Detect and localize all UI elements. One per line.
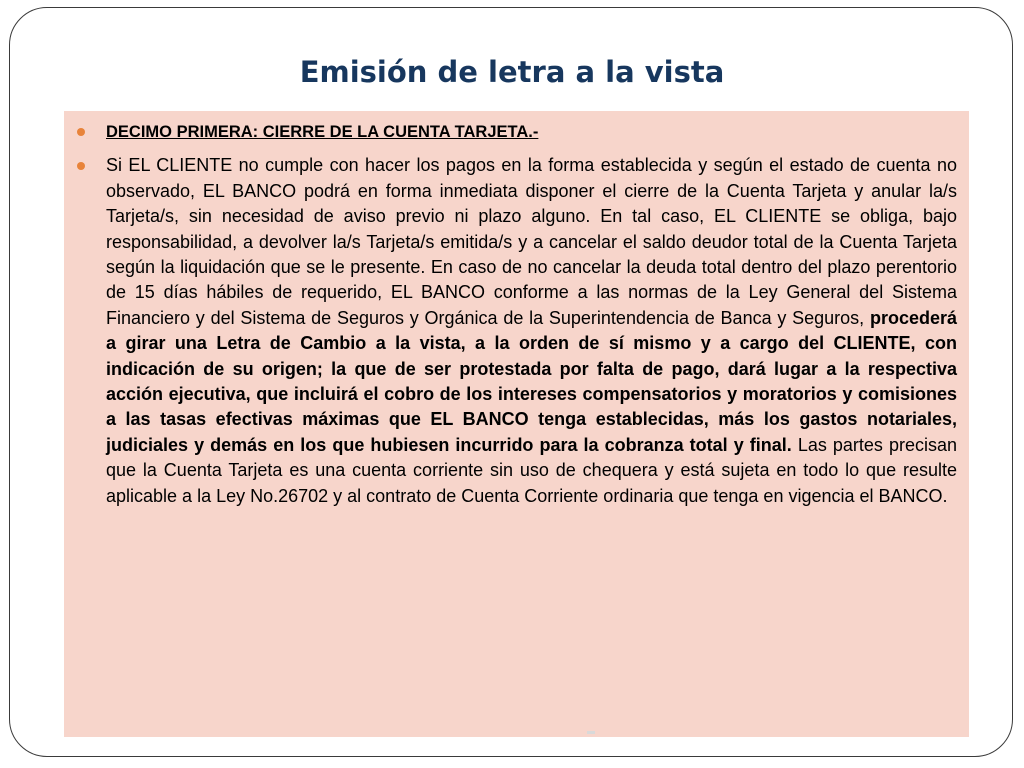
bullet-list <box>64 119 969 509</box>
footer-mark <box>587 731 595 734</box>
bullet-dot-icon <box>77 128 85 136</box>
body-text-part-1: Si EL CLIENTE no cumple con hacer los pagos en la forma establecida y según el estado de cuenta no observado, EL BANCO podrá en forma inmediata disponer el cierre de la Cuenta Tarjeta y anular la/s Tarjeta/s, sin necesidad de aviso previo ni plazo alguno. En tal caso, EL CLIENTE se obliga, bajo responsabilidad, a devolver la/s Tarjeta/s emitida/s y a cancelar el saldo deudor total de la Cuenta Tarjeta según la liquidación que se le presente. En caso de no cancelar la deuda total dentro del plazo perentorio de 15 días hábiles de requerido, EL BANCO conforme a las normas de la Ley General del Sistema Financiero y del Sistema de Seguros y Orgánica de la Superintendencia de Banca y Seguros, <box>106 155 957 328</box>
bullet-dot-icon <box>77 162 85 170</box>
body-text-bold: procederá a girar una Letra de Cambio a la vista, a la orden de sí mismo y a cargo del CLIENTE, con indicación de su origen; la que de ser protestada por falta de pago, dará lugar a la respectiva acción ejecutiva, que incluirá el cobro de los intereses compensatorios y moratorios y comisiones a las tasas efectivas máximas que EL BANCO tenga establecidas, más los gastos notariales, judiciales y demás en los que hubiesen incurrido para la cobranza total y final. <box>106 307 957 455</box>
bullet-item-heading <box>64 119 969 145</box>
bullet-item-body <box>64 153 969 509</box>
section-heading: DECIMO PRIMERA: CIERRE DE LA CUENTA TARJETA.- <box>106 123 539 141</box>
content-box <box>64 111 969 737</box>
slide-title: Emisión de letra a la vista <box>299 55 725 89</box>
body-text-part-2: Las partes precisan que la Cuenta Tarjeta es una cuenta corriente sin uso de chequera y está sujeta en todo lo que resulte aplicable a la Ley No.26702 y al contrato de Cuenta Corriente ordinaria que tenga en vigencia el BANCO. <box>106 434 958 506</box>
